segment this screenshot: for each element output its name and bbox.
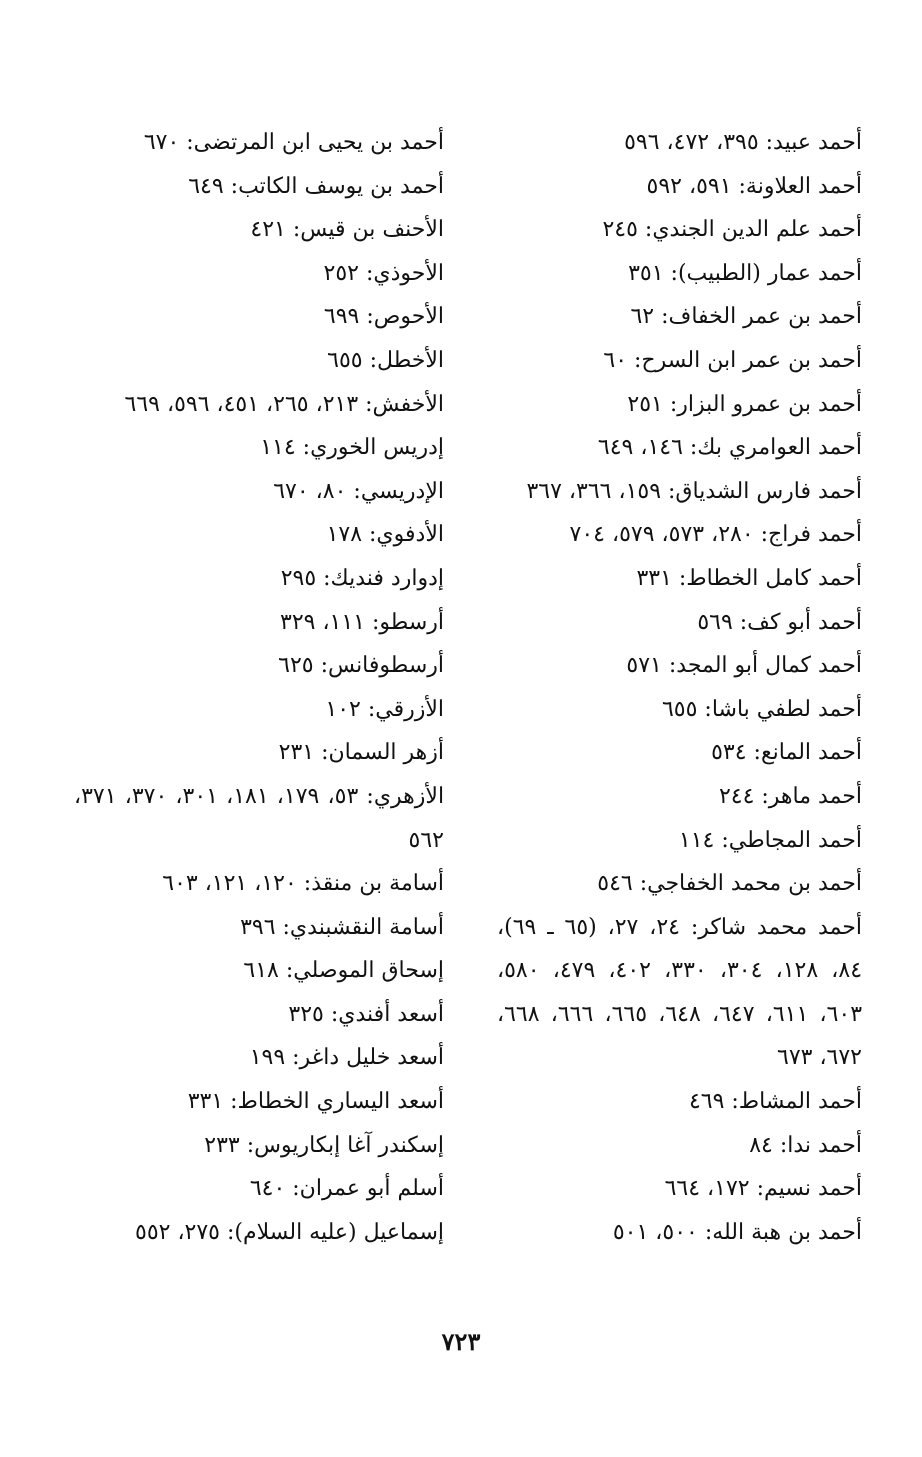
index-entry: الإدريسي: ٨٠، ٦٧٠ <box>273 478 444 504</box>
index-entry: الأزهري: ٥٣، ١٧٩، ١٨١، ٣٠١، ٣٧٠، ٣٧١، ٥٦٢ <box>74 783 445 853</box>
index-entry: الأحوص: ٦٩٩ <box>323 304 444 330</box>
index-entry: أرسطو: ١١١، ٣٢٩ <box>280 609 444 635</box>
index-entry: أحمد لطفي باشا: ٦٥٥ <box>661 696 862 722</box>
index-entry: أحمد عبيد: ٣٩٥، ٤٧٢، ٥٩٦ <box>624 130 862 155</box>
index-entry: أحمد عمار (الطبيب): ٣٥١ <box>628 260 862 286</box>
page-number: ٧٢٣ <box>441 1327 481 1356</box>
index-entry: أسعد اليساري الخطاط: ٣٣١ <box>187 1089 444 1115</box>
index-entry: أحمد العوامري بك: ١٤٦، ٦٤٩ <box>597 435 862 461</box>
index-entry: أحمد ندا: ٨٤ <box>749 1132 862 1158</box>
index-entry: أحمد بن يوسف الكاتب: ٦٤٩ <box>188 173 444 199</box>
index-column-right <box>497 121 862 1254</box>
index-entry: إسحاق الموصلي: ٦١٨ <box>243 958 444 984</box>
index-entry: أحمد أبو كف: ٥٦٩ <box>697 609 862 635</box>
index-entry: الأزرقي: ١٠٢ <box>325 696 444 722</box>
index-entry: أسامة النقشبندي: ٣٩٦ <box>240 914 444 940</box>
index-entry: إسماعيل (عليه السلام): ٢٧٥، ٥٥٢ <box>135 1219 444 1245</box>
index-entry: الأحنف بن قيس: ٤٢١ <box>250 217 444 243</box>
index-entry: الأحوذي: ٢٥٢ <box>323 260 444 286</box>
index-entry: أرسطوفانس: ٦٢٥ <box>278 653 444 679</box>
index-entry: أحمد كامل الخطاط: ٣٣١ <box>636 565 862 591</box>
index-entry: إسكندر آغا إبكاريوس: ٢٣٣ <box>204 1132 444 1158</box>
index-entry: إدريس الخوري: ١١٤ <box>260 435 444 461</box>
index-entry: أحمد بن عمر ابن السرح: ٦٠ <box>603 347 862 373</box>
index-entry: أسعد خليل داغر: ١٩٩ <box>249 1045 444 1071</box>
index-entry: أحمد محمد شاكر: ٢٤، ٢٧، (٦٥ ـ ٦٩)، ٨٤، ١٢٨، ٣٠٤، ٣٣٠، ٤٠٢، ٤٧٩، ٥٨٠، ٦٠٣، ٦١١، ٦٤٧، ٦٤٨، ٦٦٥، ٦٦٦، ٦٦٨، ٦٧٢، ٦٧٣ <box>497 914 863 1071</box>
index-entry: أحمد بن يحيى ابن المرتضى: ٦٧٠ <box>143 130 444 155</box>
index-entry: أحمد المشاط: ٤٦٩ <box>688 1089 862 1115</box>
index-entry: أسعد أفندي: ٣٢٥ <box>288 1001 444 1027</box>
index-entry: أحمد كمال أبو المجد: ٥٧١ <box>626 653 862 679</box>
index-entry: أحمد المجاطي: ١١٤ <box>678 827 862 853</box>
index-entry: أحمد علم الدين الجندي: ٢٤٥ <box>602 217 862 243</box>
index-entry: إدوارد فنديك: ٢٩٥ <box>280 565 444 591</box>
index-entry: أسلم أبو عمران: ٦٤٠ <box>249 1176 444 1202</box>
index-entry: الأخفش: ٢١٣، ٢٦٥، ٤٥١، ٥٩٦، ٦٦٩ <box>124 391 444 417</box>
index-entry: أحمد فارس الشدياق: ١٥٩، ٣٦٦، ٣٦٧ <box>526 478 862 504</box>
index-entry: أحمد المانع: ٥٣٤ <box>711 740 862 766</box>
index-column-left <box>74 121 444 1254</box>
index-entry: أسامة بن منقذ: ١٢٠، ١٢١، ٦٠٣ <box>162 871 444 897</box>
index-entry: أحمد نسيم: ١٧٢، ٦٦٤ <box>664 1176 862 1202</box>
index-entry: الأدفوي: ١٧٨ <box>326 522 444 548</box>
index-entry: أحمد فراج: ٢٨٠، ٥٧٣، ٥٧٩، ٧٠٤ <box>569 522 862 548</box>
index-entry: أحمد بن عمرو البزار: ٢٥١ <box>627 391 862 417</box>
index-entry: أحمد بن عمر الخفاف: ٦٢ <box>630 304 862 330</box>
index-entry: أزهر السمان: ٢٣١ <box>278 740 444 766</box>
index-entry: الأخطل: ٦٥٥ <box>327 347 444 373</box>
index-entry: أحمد ماهر: ٢٤٤ <box>718 783 862 809</box>
index-entry: أحمد بن هبة الله: ٥٠٠، ٥٠١ <box>612 1219 862 1245</box>
index-entry: أحمد العلاونة: ٥٩١، ٥٩٢ <box>646 173 862 199</box>
index-entry: أحمد بن محمد الخفاجي: ٥٤٦ <box>597 871 862 897</box>
